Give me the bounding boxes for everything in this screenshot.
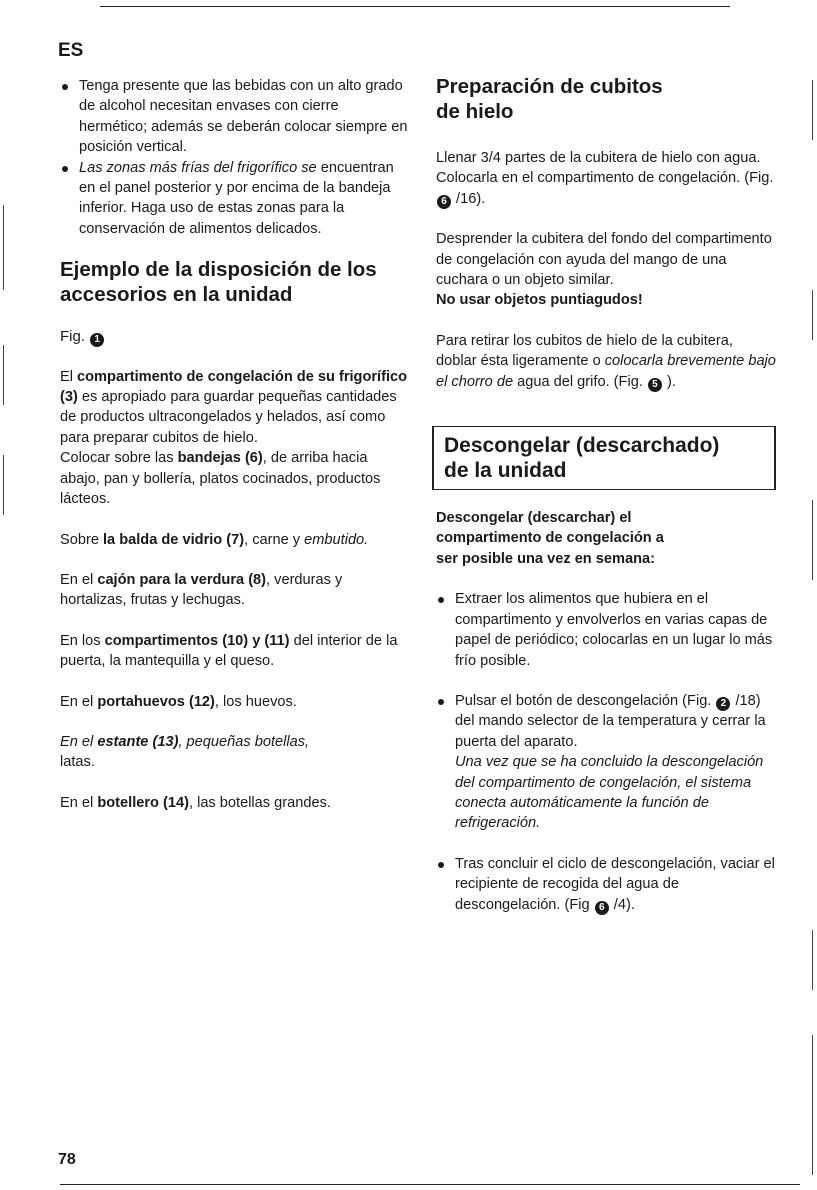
page-number: 78 xyxy=(58,1151,76,1168)
figure-number-badge: 5 xyxy=(648,378,662,392)
bottom-rule xyxy=(60,1184,800,1185)
list-item: Extraer los alimentos que hubiera en el compartimento y envolverlos en varias capas de papel de periódico; colocarlas en un lugar lo más frío posible. xyxy=(436,589,776,671)
right-margin-mark xyxy=(812,930,813,990)
paragraph-shelf: En el estante (13), pequeñas botellas, latas. xyxy=(60,733,310,771)
right-column xyxy=(436,74,776,915)
paragraph-glass-shelf: Sobre la balda de vidrio (7), carne y embutido. xyxy=(60,531,369,548)
left-margin-mark xyxy=(3,205,4,290)
right-margin-mark xyxy=(812,290,813,340)
figure-number-badge: 6 xyxy=(437,195,451,209)
section-heading-layout: Ejemplo de la disposición de los accesorios en la unidad xyxy=(60,258,377,307)
list-item: Pulsar el botón de descongelación (Fig. 2 /18) del mando selector de la temperatura y cerrar la puerta del aparato. Una vez que se ha concluido la descongelación del compartimento de congelación, el sistema conecta automáticamente la función de refrigeración. xyxy=(436,691,776,834)
figure-number-badge: 2 xyxy=(716,697,730,711)
section-heading-defrost-box xyxy=(432,426,776,490)
defrost-subheading: Descongelar (descarchar) el compartimento de congelación a ser posible una vez en semana: xyxy=(436,510,664,567)
figure-number-badge: 6 xyxy=(595,901,609,915)
language-code: ES xyxy=(58,40,84,61)
section-heading-ice-cubes: Preparación de cubitos de hielo xyxy=(436,75,663,123)
section-heading-defrost: Descongelar (descarchado) de la unidad xyxy=(444,434,720,483)
paragraph-fill-tray: Llenar 3/4 partes de la cubitera de hielo con agua. Colocarla en el compartimento de congelación. (Fig. 6 /16). xyxy=(436,150,774,207)
right-margin-mark xyxy=(812,1035,813,1175)
figure-number-badge: 1 xyxy=(90,333,104,347)
paragraph-vegetable-drawer: En el cajón para la verdura (8), verduras y hortalizas, frutas y lechugas. xyxy=(60,571,343,609)
paragraph-release-tray: Desprender la cubitera del fondo del compartimento de congelación con ayuda del mango de una cuchara o un objeto similar. No usar objetos puntiagudos! xyxy=(436,231,772,309)
list-item: Las zonas más frías del frigorífico se encuentran en el panel posterior y por encima de la bandeja inferior. Haga uso de estas zonas para la conservación de alimentos delicados. xyxy=(60,158,410,240)
figure-reference: Fig. 1 xyxy=(60,327,410,347)
paragraph-bottle-rack: En el botellero (14), las botellas grandes. xyxy=(60,794,331,811)
left-margin-mark xyxy=(3,455,4,515)
defrost-steps-list xyxy=(436,589,776,915)
list-item: Tras concluir el ciclo de descongelación, vaciar el recipiente de recogida del agua de descongelación. (Fig 6 /4). xyxy=(436,854,776,915)
left-column xyxy=(60,76,410,813)
paragraph-egg-tray: En el portahuevos (12), los huevos. xyxy=(60,693,297,710)
tips-list xyxy=(60,76,410,239)
paragraph-door-compartments: En los compartimentos (10) y (11) del interior de la puerta, la mantequilla y el queso. xyxy=(60,632,398,670)
paragraph-remove-cubes: Para retirar los cubitos de hielo de la cubitera, doblar ésta ligeramente o colocarla brevemente bajo el chorro de agua del grifo. (Fig. 5 ). xyxy=(436,332,776,390)
list-item: Tenga presente que las bebidas con un alto grado de alcohol necesitan envases con cierre hermético; además se deberán colocar siempre en posición vertical. xyxy=(60,76,410,158)
left-margin-mark xyxy=(3,345,4,405)
right-margin-mark xyxy=(812,80,813,140)
warning-text: No usar objetos puntiagudos! xyxy=(436,292,643,309)
right-margin-mark xyxy=(812,500,813,580)
paragraph-freezer: El compartimento de congelación de su frigorífico (3) es apropiado para guardar pequeñas cantidades de productos ultracongelados y helados, así como para preparar cubitos de hielo. Colocar sobre las bandejas (6), de arriba hacia abajo, pan y bollería, platos cocinados, productos lácteos. xyxy=(60,368,408,508)
top-rule xyxy=(100,6,730,7)
